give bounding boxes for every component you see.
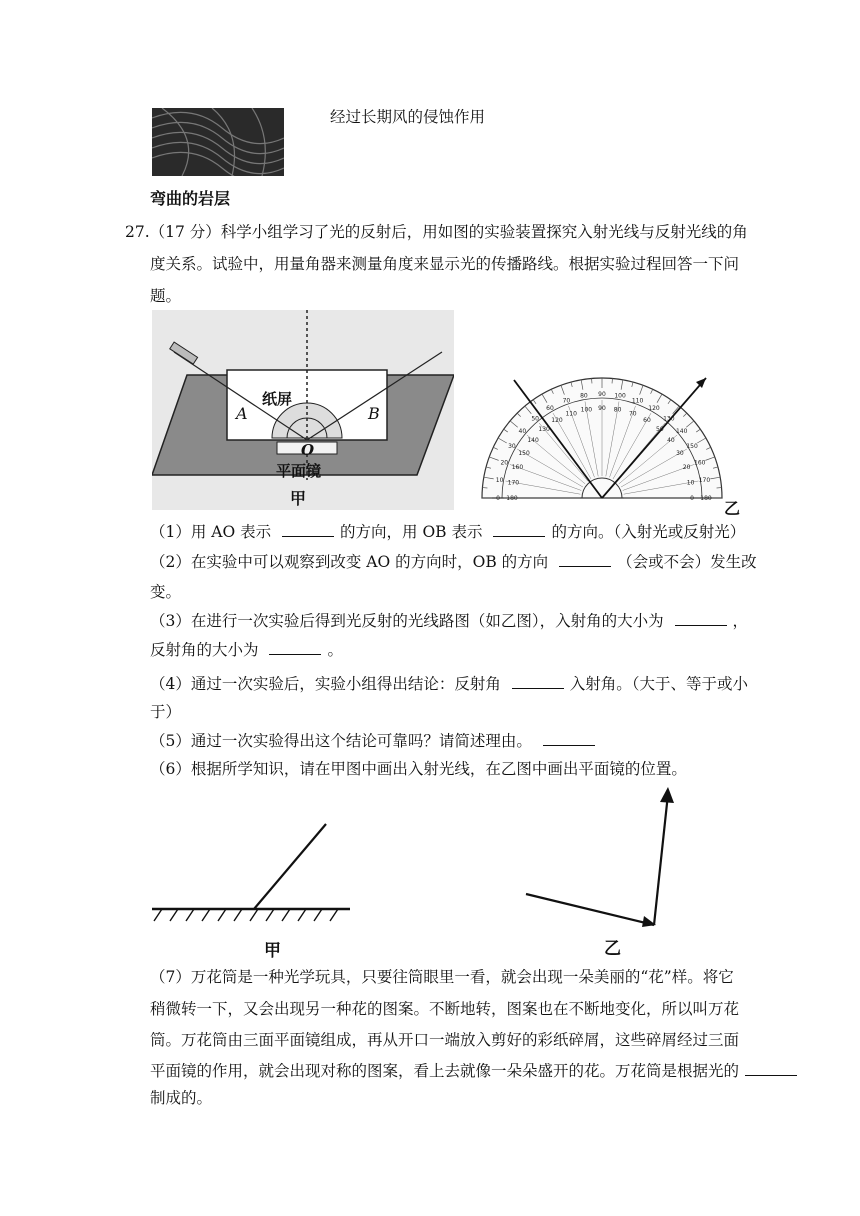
protractor-inner-label: 10 xyxy=(686,479,695,487)
rock-caption: 弯曲的岩层 xyxy=(150,189,231,208)
fig1-jia-label: 甲 xyxy=(290,489,307,508)
answer-blank[interactable] xyxy=(512,674,564,689)
protractor-inner-label: 150 xyxy=(518,450,530,457)
protractor-outer-label: 0 xyxy=(496,495,500,502)
mirror-draw-figure xyxy=(148,784,708,956)
q27-s7-5: 制成的。 xyxy=(150,1089,213,1107)
protractor-inner-label: 90 xyxy=(598,405,606,412)
fig1-B-label: B xyxy=(368,404,380,423)
fig1-paper-label: 纸屏 xyxy=(262,390,293,408)
protractor-outer-label: 20 xyxy=(500,459,509,467)
q27-s3: （3）在进行一次实验后得到光反射的光线路图（如乙图），入射角的大小为 ， xyxy=(150,612,749,630)
q27-s7-2: 稍微转一下，又会出现另一种花的图案。不断地转，图案也在不断地变化，所以叫万花 xyxy=(150,1000,740,1018)
protractor-outer-label: 100 xyxy=(614,392,626,400)
protractor-outer-label: 120 xyxy=(648,404,660,412)
protractor-inner-label: 120 xyxy=(551,417,563,425)
q27-intro-3: 题。 xyxy=(150,287,182,305)
q27-s7-1: （7）万花筒是一种光学玩具，只要往筒眼里一看，就会出现一朵美丽的“花”样。将它 xyxy=(150,968,734,986)
q27-s4: （4）通过一次实验后，实验小组得出结论：反射角 入射角。（大于、等于或小 xyxy=(150,675,749,693)
protractor-inner-label: 50 xyxy=(656,426,664,434)
protractor-inner-label: 130 xyxy=(538,426,550,434)
protractor-inner-label: 180 xyxy=(506,495,518,502)
protractor-outer-label: 10 xyxy=(495,476,504,484)
protractor-outer-label: 130 xyxy=(663,415,675,423)
rock-layers-photo xyxy=(152,108,284,176)
fig1-O-label: O xyxy=(301,441,315,459)
protractor-inner-label: 0 xyxy=(690,495,694,502)
protractor-outer-label: 60 xyxy=(546,404,554,412)
protractor-inner-label: 170 xyxy=(507,479,520,487)
q27-s6: （6）根据所学知识，请在甲图中画出入射光线，在乙图中画出平面镜的位置。 xyxy=(150,760,687,778)
protractor-outer-label: 170 xyxy=(698,476,711,484)
protractor-inner-label: 110 xyxy=(565,410,577,418)
q27-s1: （1）用 AO 表示 的方向，用 OB 表示 的方向。（入射光或反射光） xyxy=(150,523,746,541)
protractor-inner-label: 40 xyxy=(667,437,675,445)
protractor-inner-label: 100 xyxy=(580,406,593,414)
answer-blank[interactable] xyxy=(269,640,321,655)
protractor-figure xyxy=(472,368,740,513)
erosion-text: 经过长期风的侵蚀作用 xyxy=(330,108,486,126)
protractor-outer-label: 140 xyxy=(675,428,688,436)
protractor-outer-label: 70 xyxy=(562,397,571,405)
fig3-jia-label: 甲 xyxy=(264,941,281,961)
protractor-outer-label: 50 xyxy=(531,415,539,423)
protractor-outer-label: 110 xyxy=(631,397,644,405)
protractor-inner-label: 60 xyxy=(643,417,651,425)
protractor-outer-label: 30 xyxy=(508,443,516,450)
protractor-outer-label: 150 xyxy=(686,443,698,450)
q27-s2: （2）在实验中可以观察到改变 AO 的方向时，OB 的方向 （会或不会）发生改 xyxy=(150,553,757,571)
q27-s7-4: 平面镜的作用，就会出现对称的图案，看上去就像一朵朵盛开的花。万花筒是根据光的 xyxy=(150,1061,803,1081)
q27-s5: （5）通过一次实验得出这个结论可靠吗？请简述理由。 xyxy=(150,731,601,751)
answer-blank[interactable] xyxy=(282,522,334,537)
fig1-mirror-label: 平面镜 xyxy=(276,462,322,480)
answer-blank[interactable] xyxy=(559,552,611,567)
protractor-outer-label: 40 xyxy=(518,428,527,436)
q27-s4-cont: 于） xyxy=(150,703,182,721)
fig1-A-label: A xyxy=(236,404,248,423)
q27-intro-1: 27.（17 分）科学小组学习了光的反射后，用如图的实验装置探究入射光线与反射光线的角 xyxy=(125,223,748,241)
q27-intro-2: 度关系。试验中，用量角器来测量角度来显示光的传播路线。根据实验过程回答一下问 xyxy=(150,255,740,273)
fig2-yi-label: 乙 xyxy=(724,499,741,518)
protractor-inner-label: 70 xyxy=(628,410,637,418)
fig3-yi-label: 乙 xyxy=(604,939,621,959)
protractor-outer-label: 90 xyxy=(598,391,606,398)
q27-s3-cont: 反射角的大小为 。 xyxy=(150,641,343,659)
protractor-inner-label: 160 xyxy=(511,464,524,472)
protractor-inner-label: 30 xyxy=(676,450,684,457)
protractor-inner-label: 80 xyxy=(613,406,622,414)
q27-s7-3: 筒。万花筒由三面平面镜组成，再从开口一端放入剪好的彩纸碎屑，这些碎屑经过三面 xyxy=(150,1031,740,1049)
protractor-inner-label: 20 xyxy=(682,464,691,472)
protractor-inner-label: 140 xyxy=(527,437,539,445)
protractor-outer-label: 160 xyxy=(694,459,706,467)
answer-blank[interactable] xyxy=(745,1061,797,1076)
protractor-outer-label: 180 xyxy=(700,495,712,502)
protractor-outer-label: 80 xyxy=(580,392,588,400)
answer-blank[interactable] xyxy=(493,522,545,537)
answer-blank[interactable] xyxy=(675,611,727,626)
answer-blank[interactable] xyxy=(543,731,595,746)
q27-s2-cont: 变。 xyxy=(150,583,182,601)
